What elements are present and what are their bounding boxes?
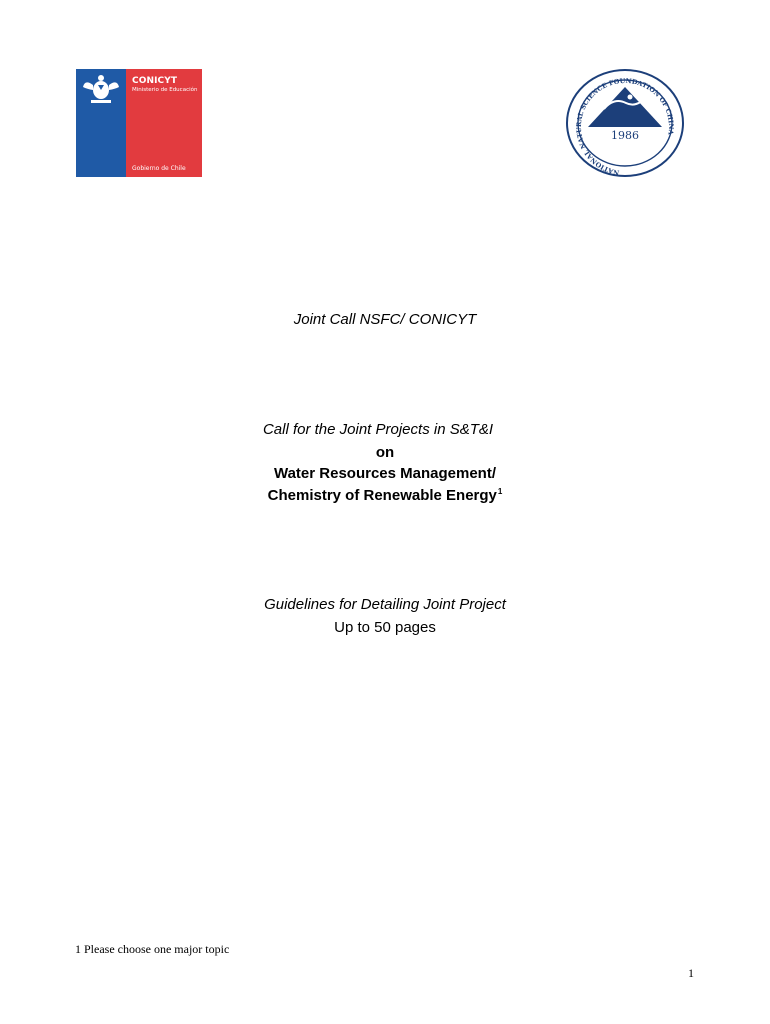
topic-chemistry-text: Chemistry of Renewable Energy <box>267 487 497 504</box>
call-for-line: Call for the Joint Projects in S&T&I <box>262 421 494 438</box>
nsfc-seal-graphic <box>564 67 686 179</box>
conicyt-logo-red-panel <box>126 69 202 177</box>
footnote-reference: 1 <box>497 487 503 496</box>
conicyt-name: CONICYT <box>132 76 178 86</box>
conicyt-ministry: Ministerio de Educación <box>132 87 198 93</box>
page-limit-line: Up to 50 pages <box>334 619 436 636</box>
page-number: 1 <box>688 966 694 980</box>
nsfc-seal <box>564 67 686 179</box>
nsfc-year: 1986 <box>611 129 639 142</box>
chile-coat-of-arms-icon <box>79 73 123 107</box>
call-title: Joint Call NSFC/ CONICYT <box>293 311 477 328</box>
footnote: 1 Please choose one major topic <box>75 942 230 956</box>
conicyt-government: Gobierno de Chile <box>132 165 186 172</box>
topic-chemistry <box>0 487 770 504</box>
on-line: on <box>375 444 395 461</box>
conicyt-logo <box>76 69 202 177</box>
topic-water: Water Resources Management/ <box>273 465 496 482</box>
guidelines-line: Guidelines for Detailing Joint Project <box>264 596 506 613</box>
conicyt-logo-blue-panel <box>76 69 126 177</box>
nsfc-ring-text: NATIONAL NATURAL SCIENCE FOUNDATION OF CHINA <box>574 76 676 177</box>
